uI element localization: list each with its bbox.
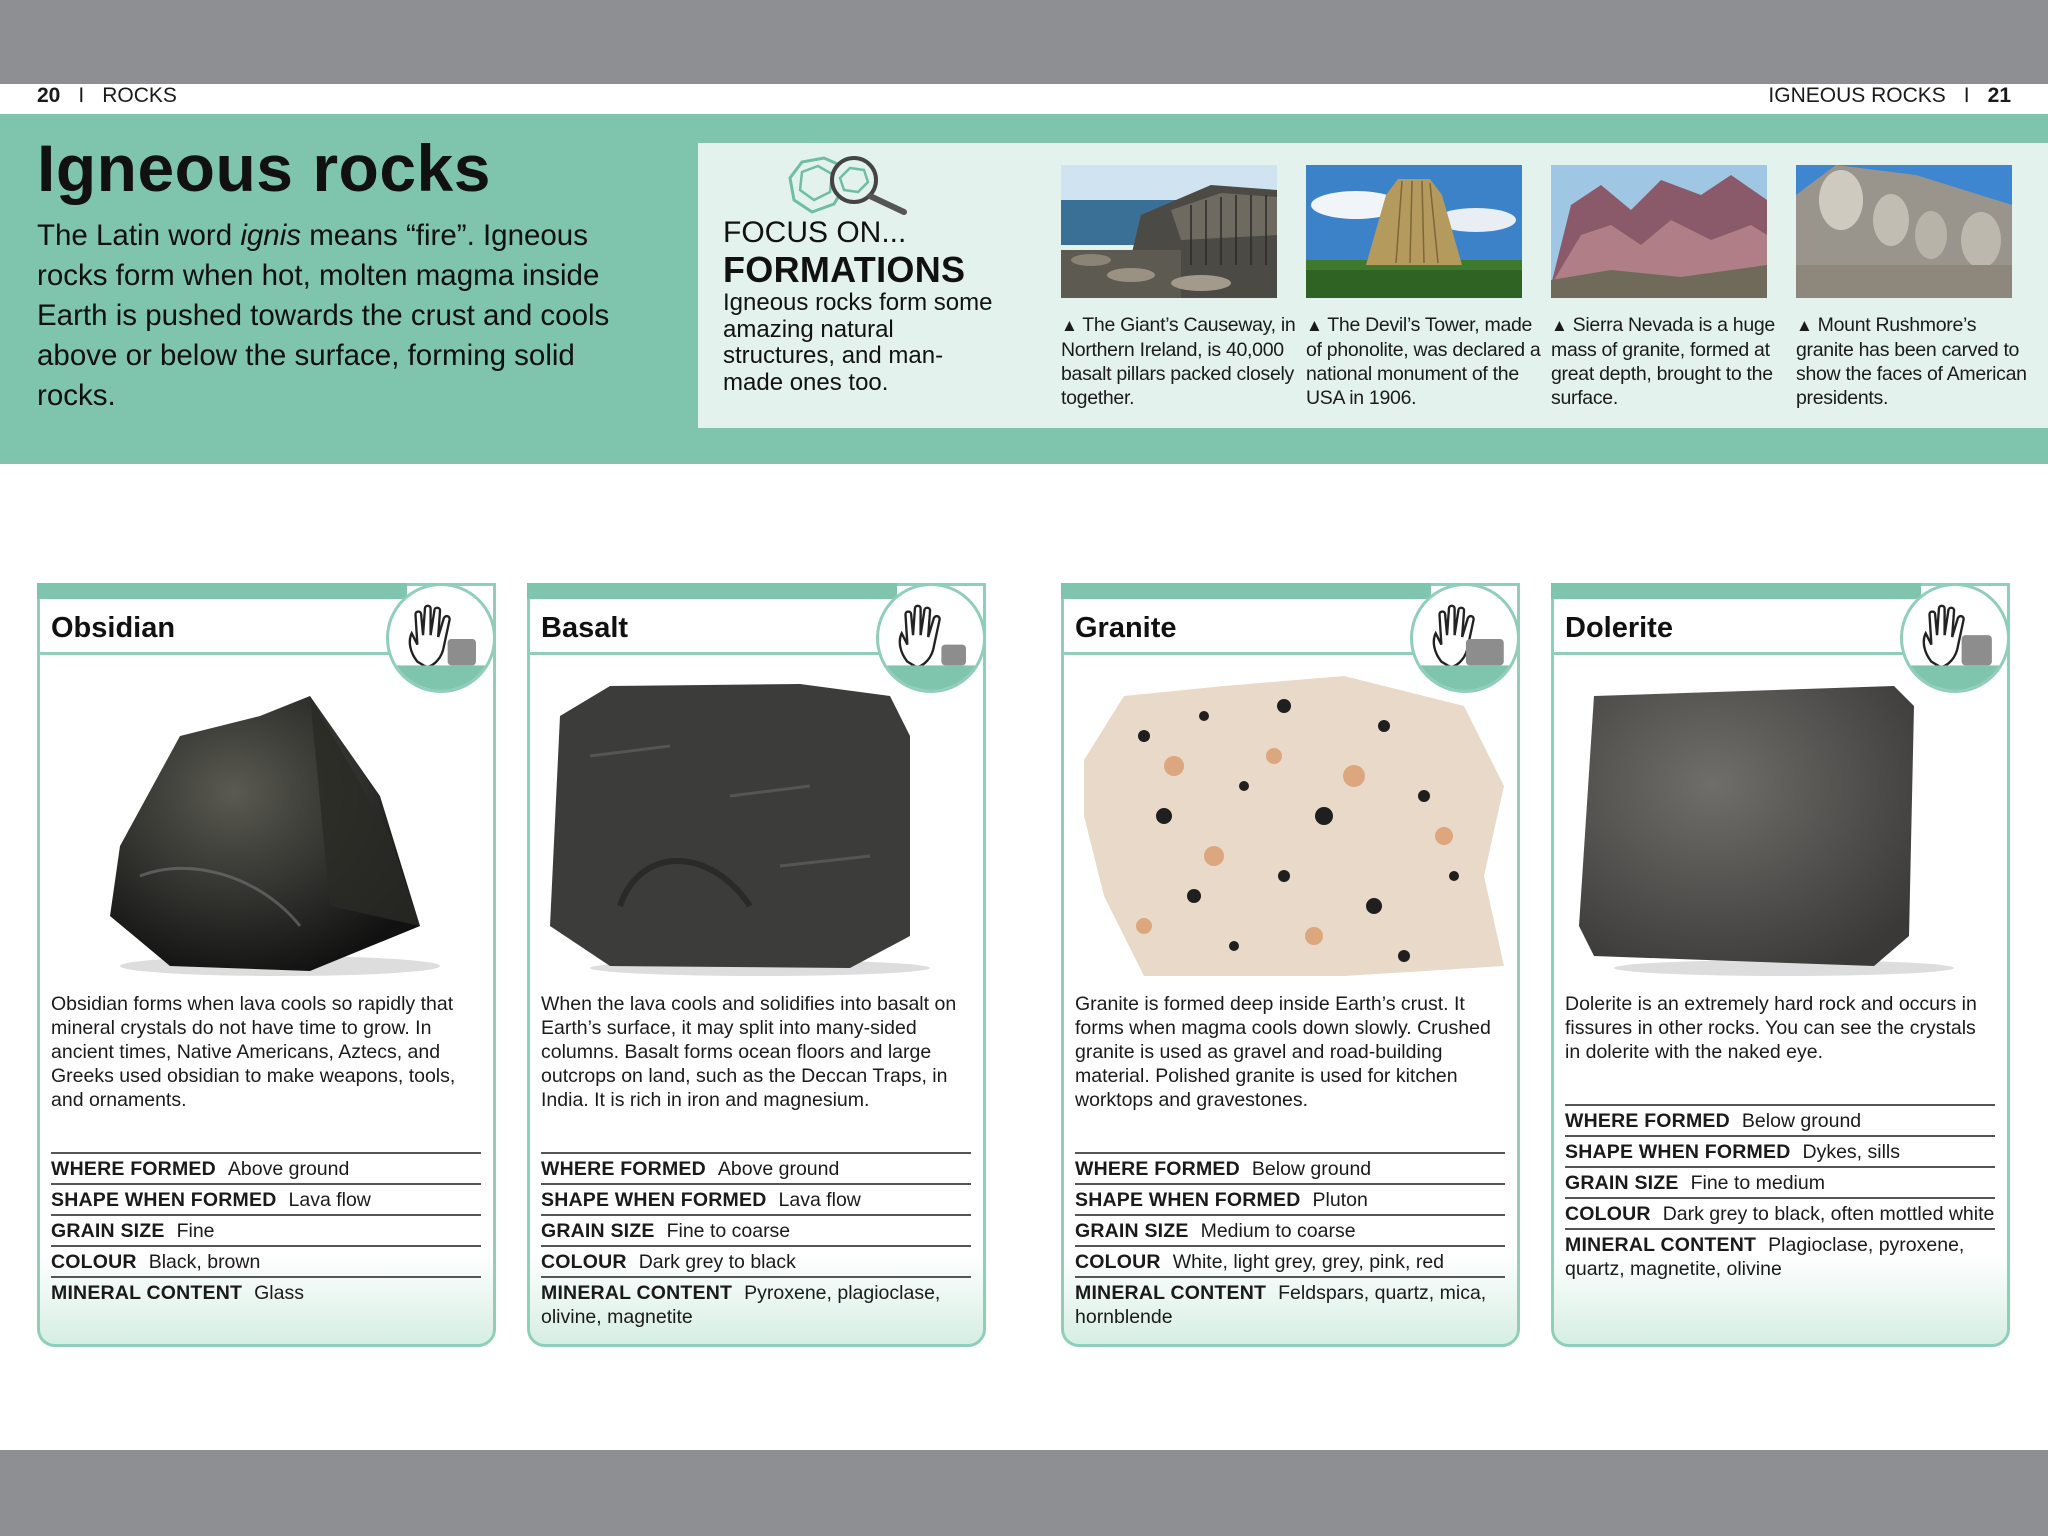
- card-title-rule: [1554, 652, 1904, 655]
- page-title: Igneous rocks: [37, 131, 491, 205]
- basalt-specimen-image: [550, 676, 970, 976]
- caption-marker: ▲: [1061, 316, 1078, 335]
- page-number-left: 20: [37, 84, 61, 107]
- card-top-bar: [527, 583, 897, 599]
- focus-title: FORMATIONS: [723, 249, 966, 290]
- fact-value: Pyroxene, plagioclase, olivine, magnetite: [541, 1282, 941, 1328]
- fact-value: Below ground: [1251, 1158, 1372, 1180]
- caption-marker: ▲: [1796, 316, 1813, 335]
- fact-row: [51, 1214, 481, 1245]
- fact-row: [541, 1214, 971, 1245]
- intro-latin-word: ignis: [240, 219, 302, 252]
- fact-label: MINERAL CONTENT: [1075, 1282, 1267, 1304]
- photo-caption: [1061, 313, 1301, 410]
- caption-text: The Giant’s Causeway, in Northern Ireland, is 40,000 basalt pillars packed closely together.: [1061, 314, 1296, 409]
- fact-row: [1075, 1214, 1505, 1245]
- fact-label: WHERE FORMED: [541, 1158, 706, 1180]
- caption-text: Mount Rushmore’s granite has been carved to show the faces of American presidents.: [1796, 314, 2027, 409]
- fact-label: COLOUR: [1565, 1203, 1651, 1225]
- fact-value: Dark grey to black: [638, 1251, 796, 1273]
- card-description: Granite is formed deep inside Earth’s crust. It forms when magma cools down slowly. Crushed granite is used as gravel and road-building material. Polished granite is used for kitchen worktops and gravestones.: [1075, 993, 1491, 1111]
- fact-value: Dark grey to black, often mottled white: [1662, 1203, 1995, 1225]
- fact-label: SHAPE WHEN FORMED: [1565, 1141, 1791, 1163]
- fact-value: Above ground: [717, 1158, 840, 1180]
- rock-card-granite: [1061, 583, 1520, 1347]
- card-description: When the lava cools and solidifies into basalt on Earth’s surface, it may split into many-sided columns. Basalt forms ocean floors and large outcrops on land, such as the Deccan Traps, in India. It is rich in iron and magnesium.: [541, 993, 957, 1111]
- card-title: Granite: [1075, 612, 1177, 644]
- rock-card-basalt: [527, 583, 986, 1347]
- fact-value: Fine: [176, 1220, 215, 1242]
- fact-label: WHERE FORMED: [51, 1158, 216, 1180]
- fact-value: Glass: [254, 1282, 304, 1304]
- magnifier-crystal-icon: [784, 150, 924, 220]
- intro-text-1: The Latin word: [37, 219, 241, 252]
- fact-label: GRAIN SIZE: [1565, 1172, 1679, 1194]
- photo-caption: [1796, 313, 2036, 410]
- rock-card-dolerite: [1551, 583, 2010, 1347]
- fact-row: [541, 1245, 971, 1276]
- fact-value: Black, brown: [148, 1251, 261, 1273]
- fact-value: Pluton: [1312, 1189, 1368, 1211]
- caption-text: The Devil’s Tower, made of phonolite, was declared a national monument of the USA in 1906.: [1306, 314, 1541, 409]
- focus-kicker: FOCUS ON...: [723, 216, 907, 249]
- devils-tower-photo: [1306, 165, 1522, 298]
- fact-table: [541, 1152, 971, 1331]
- fact-label: COLOUR: [541, 1251, 627, 1273]
- giants-causeway-photo: [1061, 165, 1277, 298]
- fact-label: COLOUR: [51, 1251, 137, 1273]
- fact-label: MINERAL CONTENT: [1565, 1234, 1757, 1256]
- fact-label: SHAPE WHEN FORMED: [1075, 1189, 1301, 1211]
- fact-value: Lava flow: [288, 1189, 371, 1211]
- section-label-left: ROCKS: [102, 84, 177, 107]
- fact-label: GRAIN SIZE: [541, 1220, 655, 1242]
- photo-caption: [1306, 313, 1546, 410]
- fact-row: [51, 1183, 481, 1214]
- fact-label: MINERAL CONTENT: [541, 1282, 733, 1304]
- fact-value: Plagioclase, pyroxene, quartz, magnetite, olivine: [1565, 1234, 1965, 1280]
- running-head-right: [1768, 84, 2011, 108]
- fact-value: Below ground: [1741, 1110, 1862, 1132]
- card-title: Basalt: [541, 612, 629, 644]
- fact-label: SHAPE WHEN FORMED: [51, 1189, 277, 1211]
- fact-row: [1075, 1276, 1505, 1331]
- header-separator: I: [78, 84, 85, 107]
- fact-row: [1565, 1166, 1995, 1197]
- fact-value: Above ground: [227, 1158, 350, 1180]
- header-separator: I: [1963, 84, 1970, 107]
- caption-marker: ▲: [1306, 316, 1323, 335]
- card-top-bar: [1061, 583, 1431, 599]
- intro-text-2: means “fire”. Igneous rocks form when hot, molten magma inside Earth is pushed towards the crust and cools above or below the surface, forming solid rocks.: [37, 219, 610, 412]
- fact-label: GRAIN SIZE: [51, 1220, 165, 1242]
- fact-value: Fine to medium: [1690, 1172, 1825, 1194]
- fact-row: [541, 1276, 971, 1331]
- fact-row: [1565, 1135, 1995, 1166]
- card-description: Obsidian forms when lava cools so rapidly that mineral crystals do not have time to grow. In ancient times, Native Americans, Aztecs, and Greeks used obsidian to make weapons, tools, and ornaments.: [51, 993, 456, 1111]
- fact-label: WHERE FORMED: [1565, 1110, 1730, 1132]
- fact-label: SHAPE WHEN FORMED: [541, 1189, 767, 1211]
- card-top-bar: [37, 583, 407, 599]
- fact-label: MINERAL CONTENT: [51, 1282, 243, 1304]
- mount-rushmore-photo: [1796, 165, 2012, 298]
- caption-text: Sierra Nevada is a huge mass of granite, formed at great depth, brought to the surface.: [1551, 314, 1775, 409]
- fact-row: [1565, 1104, 1995, 1135]
- card-title-rule: [1064, 652, 1414, 655]
- granite-specimen-image: [1084, 676, 1504, 976]
- intro-paragraph: [37, 216, 647, 416]
- fact-value: Dykes, sills: [1802, 1141, 1901, 1163]
- fact-label: WHERE FORMED: [1075, 1158, 1240, 1180]
- fact-row: [541, 1183, 971, 1214]
- fact-row: [51, 1245, 481, 1276]
- obsidian-specimen-image: [60, 676, 480, 976]
- fact-row: [51, 1276, 481, 1307]
- fact-row: [1565, 1228, 1995, 1283]
- card-title-rule: [530, 652, 880, 655]
- fact-table: [51, 1152, 481, 1307]
- card-title: Dolerite: [1565, 612, 1673, 644]
- photo-caption: [1551, 313, 1791, 410]
- section-label-right: IGNEOUS ROCKS: [1768, 84, 1946, 107]
- fact-value: Lava flow: [778, 1189, 861, 1211]
- card-title-rule: [40, 652, 390, 655]
- fact-value: Fine to coarse: [666, 1220, 791, 1242]
- fact-row: [1075, 1152, 1505, 1183]
- fact-table: [1565, 1104, 1995, 1283]
- fact-value: Medium to coarse: [1200, 1220, 1356, 1242]
- fact-row: [1075, 1245, 1505, 1276]
- caption-marker: ▲: [1551, 316, 1568, 335]
- fact-row: [1075, 1183, 1505, 1214]
- focus-text: Igneous rocks form some amazing natural structures, and man-made ones too.: [723, 289, 993, 396]
- dolerite-specimen-image: [1574, 676, 1994, 976]
- fact-row: [541, 1152, 971, 1183]
- card-title: Obsidian: [51, 612, 176, 644]
- fact-label: COLOUR: [1075, 1251, 1161, 1273]
- fact-row: [1565, 1197, 1995, 1228]
- fact-label: GRAIN SIZE: [1075, 1220, 1189, 1242]
- fact-value: White, light grey, grey, pink, red: [1172, 1251, 1445, 1273]
- fact-row: [51, 1152, 481, 1183]
- fact-table: [1075, 1152, 1505, 1331]
- card-description: Dolerite is an extremely hard rock and occurs in fissures in other rocks. You can see the crystals in dolerite with the naked eye.: [1565, 993, 1977, 1063]
- running-head-left: [37, 84, 177, 108]
- rock-card-obsidian: [37, 583, 496, 1347]
- fact-value: Feldspars, quartz, mica, hornblende: [1075, 1282, 1487, 1328]
- card-top-bar: [1551, 583, 1921, 599]
- sierra-nevada-photo: [1551, 165, 1767, 298]
- page-number-right: 21: [1987, 84, 2011, 107]
